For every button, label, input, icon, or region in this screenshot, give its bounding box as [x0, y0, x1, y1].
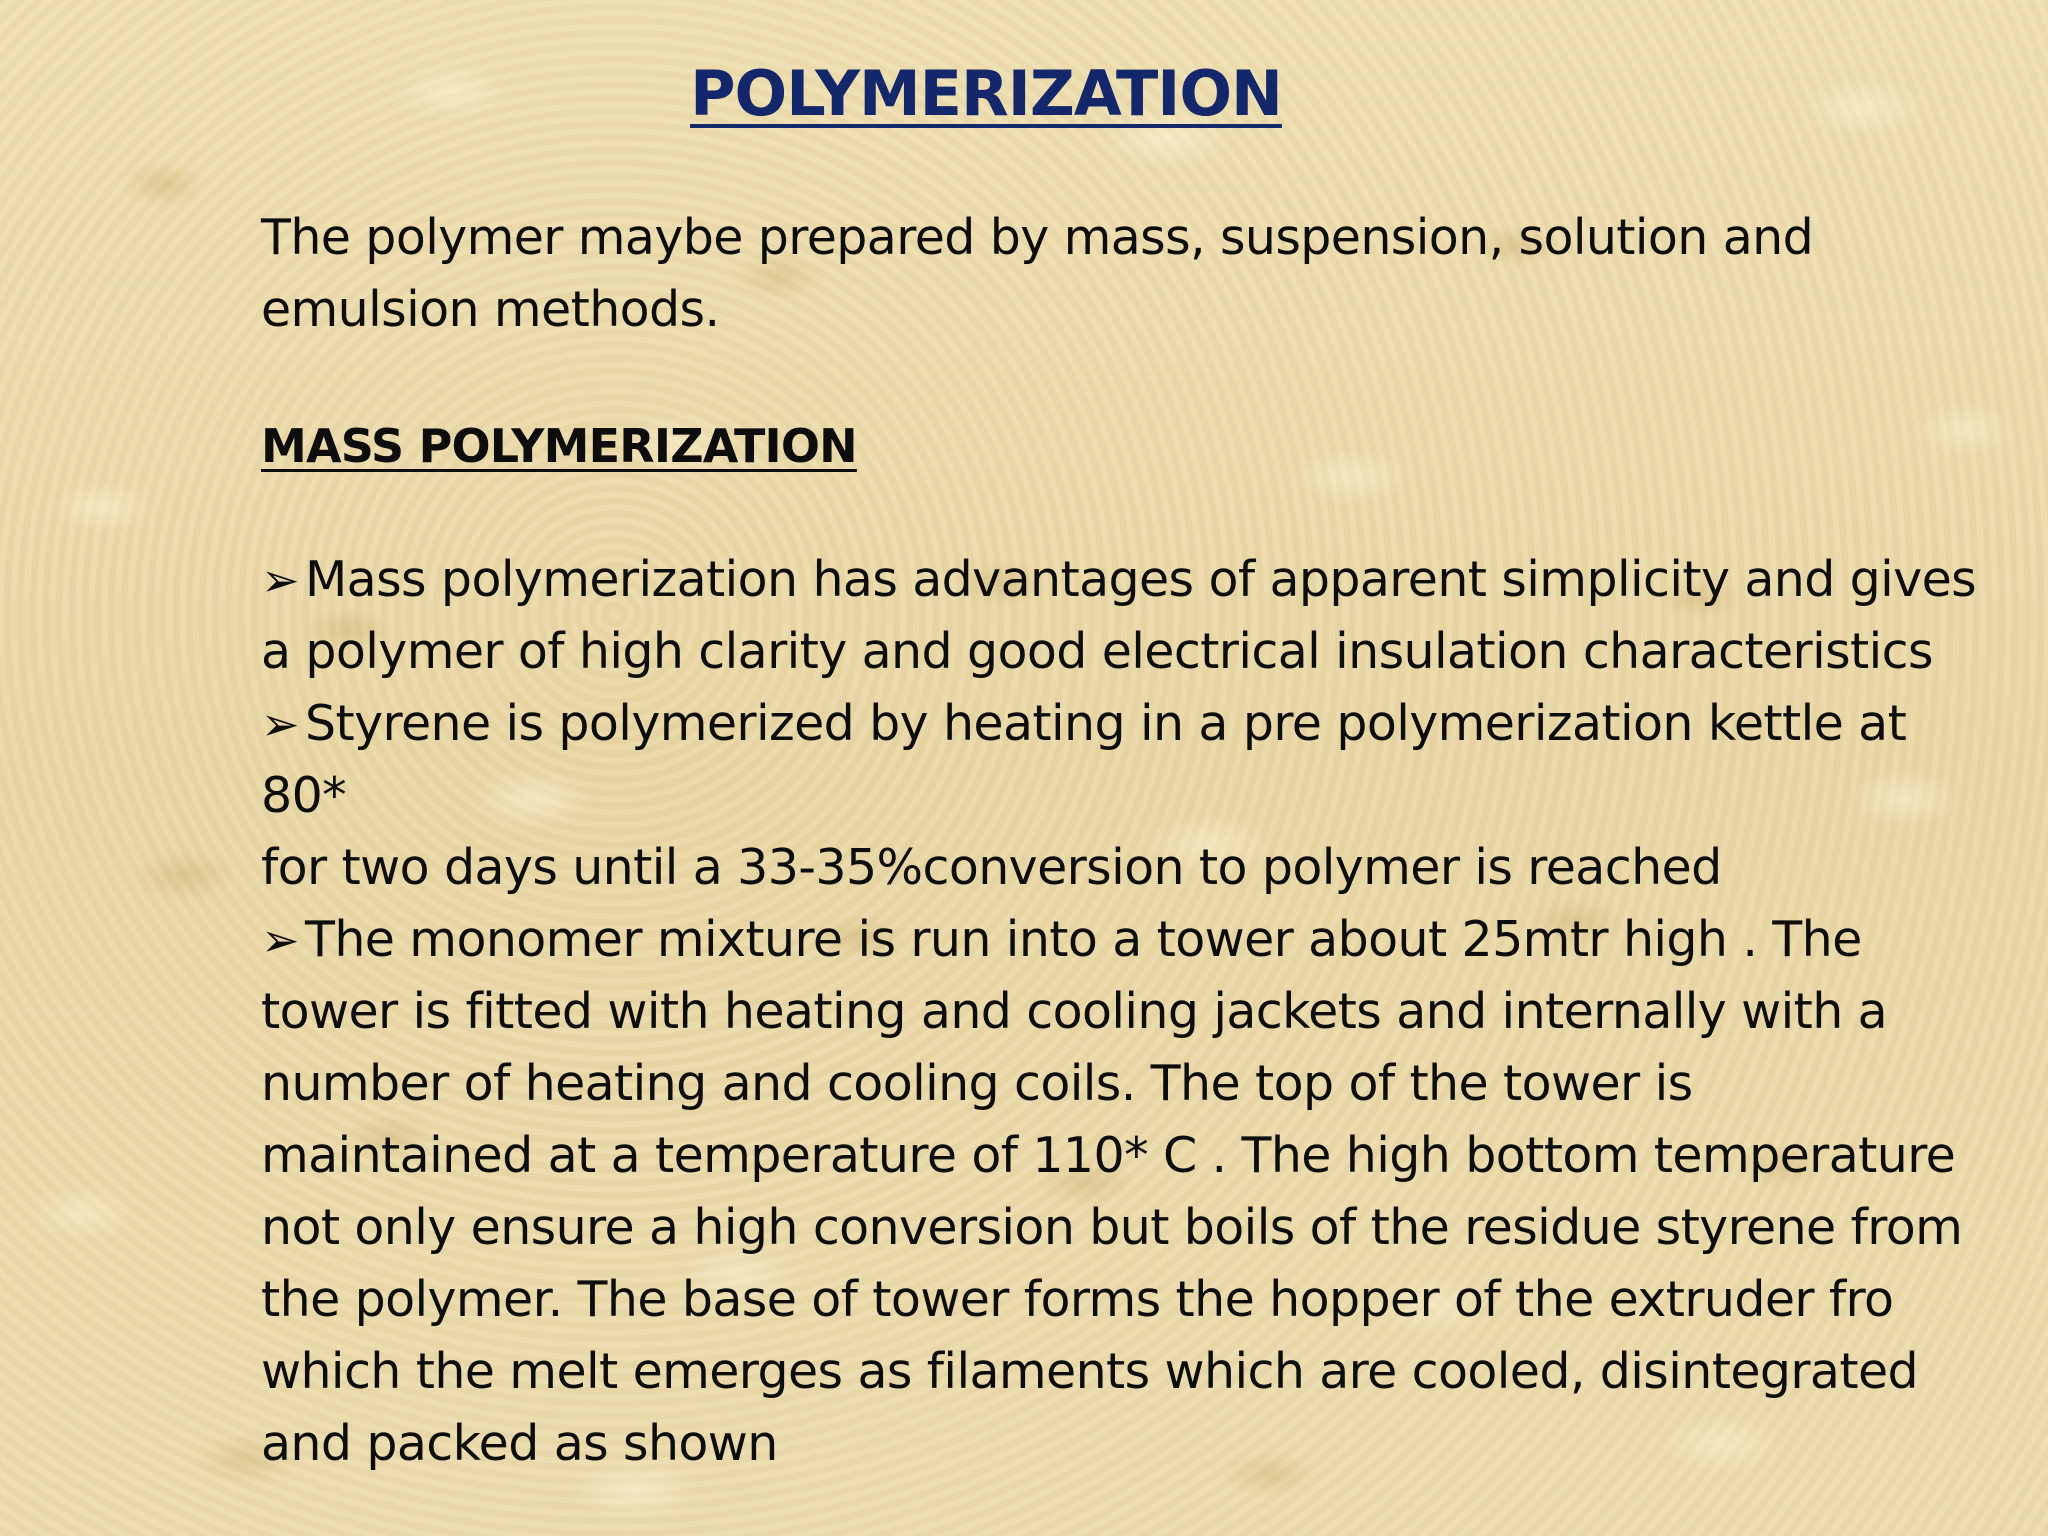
bullet-continuation-line: not only ensure a high conversion but boils of the residue styrene from [261, 1199, 1963, 1256]
spacer [261, 482, 2021, 544]
slide-body [261, 202, 2021, 1480]
spacer [261, 346, 2021, 410]
slide-title: POLYMERIZATION [690, 57, 1282, 130]
bullet-continuation-line: the polymer. The base of tower forms the hopper of the extruder fro [261, 1271, 1894, 1328]
bullet-item [261, 688, 2021, 904]
bullet-continuation-line: 80* [261, 767, 347, 824]
bullet-continuation-line: for two days until a 33-35%conversion to polymer is reached [261, 839, 1722, 896]
bullet-item [261, 904, 2021, 1480]
bullet-text: The monomer mixture is run into a tower about 25mtr high . The [305, 911, 1862, 968]
intro-line: emulsion methods. [261, 281, 720, 338]
bullet-continuation-line: and packed as shown [261, 1415, 778, 1472]
bullet-continuation-line: a polymer of high clarity and good electrical insulation characteristics [261, 623, 1933, 680]
arrow-bullet-icon: ➢ [261, 697, 299, 751]
intro-paragraph [261, 202, 2021, 346]
bullet-continuation-line: tower is fitted with heating and cooling jackets and internally with a [261, 983, 1888, 1040]
bullet-first-line [261, 688, 2021, 760]
bullet-continuation-line: which the melt emerges as filaments which are cooled, disintegrated [261, 1343, 1918, 1400]
title-container [0, 54, 2048, 134]
bullet-first-line [261, 544, 2021, 616]
bullet-text: Styrene is polymerized by heating in a pre polymerization kettle at [305, 695, 1907, 752]
section-heading-paragraph [261, 410, 2021, 482]
bullet-continuation-line: number of heating and cooling coils. The top of the tower is [261, 1055, 1693, 1112]
intro-line: The polymer maybe prepared by mass, suspension, solution and [261, 209, 1814, 266]
arrow-bullet-icon: ➢ [261, 553, 299, 607]
bullet-item [261, 544, 2021, 688]
bullet-first-line [261, 904, 2021, 976]
bullet-text: Mass polymerization has advantages of apparent simplicity and gives [305, 551, 1977, 608]
section-heading: MASS POLYMERIZATION [261, 419, 857, 473]
bullet-continuation-line: maintained at a temperature of 110* C . The high bottom temperature [261, 1127, 1956, 1184]
arrow-bullet-icon: ➢ [261, 913, 299, 967]
